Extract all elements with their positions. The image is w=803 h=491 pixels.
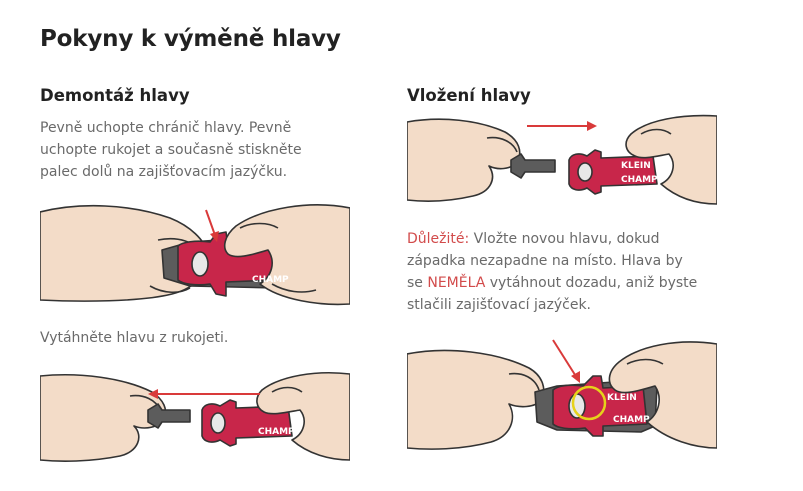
- illustration-press-tab: [40, 196, 350, 314]
- removal-line-1: Pevně uchopte chránič hlavy. Pevně: [40, 120, 292, 136]
- illustration-insert-head: [407, 112, 717, 207]
- section-heading-removal: Demontáž hlavy: [40, 86, 190, 105]
- removal-line-2: uchopte rukojet a současně stiskněte: [40, 142, 302, 158]
- product-model-label-2: CHAMP: [258, 427, 295, 437]
- product-model-label: CHAMP: [252, 275, 289, 285]
- arrow-icon: [553, 340, 580, 383]
- product-model-label-3: CHAMP: [621, 175, 658, 185]
- arrow-icon: [148, 389, 260, 399]
- arrow-icon: [527, 121, 597, 131]
- section-heading-insertion: Vložení hlavy: [407, 86, 531, 105]
- illustration-latch-click: [407, 336, 717, 458]
- note-emphasis: NEMĚLA: [427, 275, 486, 291]
- note-line-3-pre: se: [407, 275, 428, 291]
- page-title: Pokyny k výměně hlavy: [40, 26, 341, 52]
- note-line-3-post: vytáhnout dozadu, aniž byste: [485, 275, 698, 291]
- note-line-4: stlačili zajišťovací jazýček.: [407, 297, 591, 313]
- note-label: Důležité:: [407, 231, 470, 247]
- note-line-2: západka nezapadne na místo. Hlava by: [407, 253, 683, 269]
- insertion-note: [407, 228, 697, 316]
- removal-line-3: palec dolů na zajišťovacím jazýčku.: [40, 164, 288, 180]
- product-brand-label-2: KLEIN: [607, 393, 637, 403]
- note-line-1: Vložte novou hlavu, dokud: [469, 231, 660, 247]
- product-brand-label: KLEIN: [621, 161, 651, 171]
- product-model-label-4: CHAMP: [613, 415, 650, 425]
- illustration-pull-head: [40, 370, 350, 465]
- pull-head-instruction: Vytáhněte hlavu z rukojeti.: [40, 330, 229, 346]
- arrow-icon: [206, 210, 219, 242]
- removal-instructions: [40, 117, 302, 183]
